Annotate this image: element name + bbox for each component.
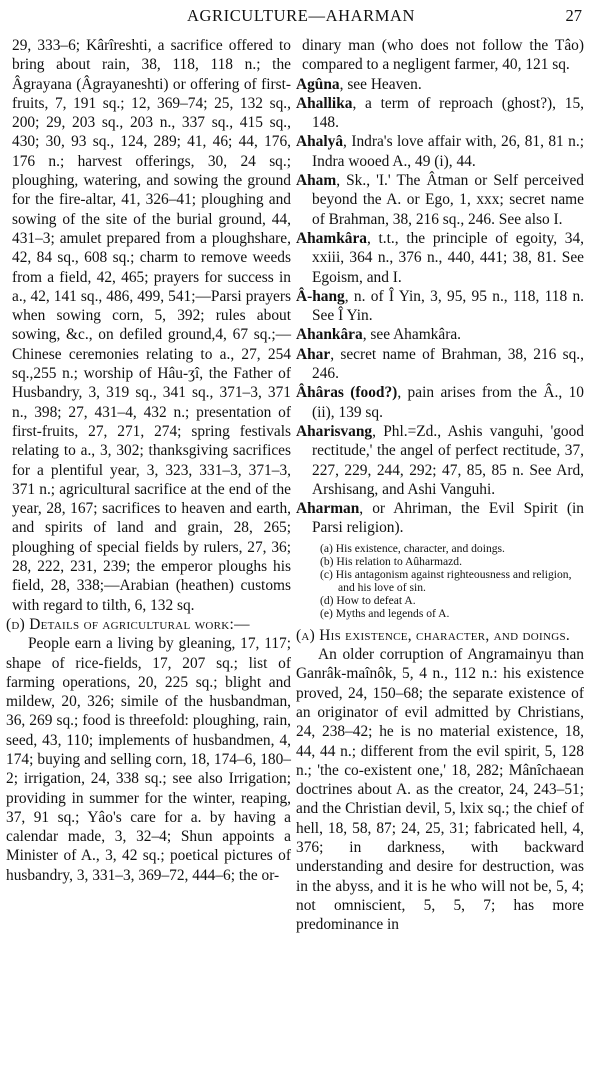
entry-aham: Aham, Sk., 'I.' The Âtman or Self perceived beyond the A. or Ego, 1, xxx; secret name of Brahman, 38, 216 sq., 246. See also I. — [296, 172, 584, 228]
subsection-heading-a: (a) His existence, character, and doings. — [296, 626, 571, 644]
entry-ahankara: Ahankâra, see Ahamkâra. — [296, 326, 462, 344]
entry-aharisvang: Aharisvang, Phl.=Zd., Ashis vanguhi, 'good rectitude,' the angel of perfect rectitude, 37, 227, 229, 244, 292; 47, 85, 85 n. See Ard, Arshisang, and Ashi Vanguhi. — [296, 422, 584, 498]
subdivision-c: (c) His antagonism against righteousness and religion, and his love of sin. — [320, 567, 572, 594]
entry-ahalya: Ahalyâ, Indra's love affair with, 26, 81, 81 n.; Indra wooed A., 49 (i), 44. — [296, 133, 584, 170]
entry-a-hang: Â-hang, n. of Î Yin, 3, 95, 95 n., 118, 118 n. See Î Yin. — [296, 287, 584, 325]
subdivision-d: (d) How to defeat A. — [320, 593, 416, 607]
running-title: AGRICULTURE—AHARMAN — [186, 6, 416, 25]
subsection-heading-d: (d) Details of agricultural work:— — [6, 615, 250, 633]
entry-continuation: dinary man (who does not follow the Tâo) compared to a negligent farmer, 40, 121 sq. — [302, 37, 584, 74]
entry-ahamkara: Ahamkâra, t.t., the principle of egoity, 34, xxiii, 364 n., 376 n., 440, 441; 38, 81. See Egoism, and I. — [296, 229, 584, 286]
entry-ahallika: Ahallika, a term of reproach (ghost?), 15, 148. — [296, 94, 584, 132]
page-number: 27 — [565, 6, 582, 25]
subdivision-a: (a) His existence, character, and doings. — [320, 541, 505, 555]
subdivision-e: (e) Myths and legends of A. — [320, 606, 450, 620]
entry-aguna: Agûna, see Heaven. — [296, 75, 422, 93]
subdivision-b: (b) His relation to Aûharmazd. — [320, 554, 462, 568]
running-head — [0, 4, 602, 30]
aharman-existence-paragraph: An older corruption of Angramainyu than Ganrâk-maînôk, 5, 4 n., 112 n.: his existence proved, 24, 150–68; the separate existence of an originator of evil admitted by Christians, 24, 238–42; he is no material existence, 18, 44, 44 n.; different from the evil spirit, 5, 128 n.; 'the co-existent one,' 18, 282; Mânîchaean doctrines about A. as the creator, 24, 243–51; and the Christian devil, 5, lxix sq.; the chief of hell, 18, 58, 87; 24, 25, 31; fabricated hell, 4, 376; in darkness, with backward understanding and desire for destruction, was in the abyss, and it is he who will not be, 5, 4; not omniscient, 5, 5, 7; has more predominance in — [296, 646, 584, 934]
entry-aharas: Âhâras (food?), pain arises from the Â., 10 (ii), 139 sq. — [296, 384, 584, 421]
entry-aharman: Aharman, or Ahriman, the Evil Spirit (in Parsi religion). — [296, 500, 584, 537]
entry-ahar: Ahar, secret name of Brahman, 38, 216 sq., 246. — [296, 345, 584, 383]
aharman-subdivisions — [320, 542, 584, 620]
agricultural-work-paragraph: People earn a living by gleaning, 17, 117; shape of rice-fields, 17, 207 sq.; list of farming operations, 20, 225 sq.; blight and mildew, 20, 326; simile of the husbandman, 36, 269 sq.; food is threefold: ploughing, rain, seed, 43, 110; implements of husbandmen, 4, 174; buying and selling corn, 18, 174–6, 180–2; irrigation, 24, 338 sq.; see also Irrigation; providing in summer for the winter, reaping, 37, 91 sq.; Yâo's care for a. by having a calendar made, 3, 32–4; Shun appoints a Minister of A., 3, 42 sq.; poetical pictures of husbandry, 3, 331–3, 369–72, 444–6; the or- — [6, 635, 291, 884]
right-column — [296, 36, 584, 934]
left-column — [6, 36, 291, 885]
agriculture-continuation: 29, 333–6; Kârîreshti, a sacrifice offered to bring about rain, 38, 118, 118 n.; the Âgrayana (Âgrayaneshti) or offering of first-fruits, 7, 191 sq.; 12, 369–74; 25, 132 sq., 200; 29, 203 sq., 203 n., 337 sq., 415 sq., 430; 30, 93 sq., 124, 289; 41, 46; 44, 176, 176 n.; harvest offerings, 30, 24 sq.; ploughing, watering, and sowing the ground for the fire-altar, 41, 326–41; ploughing and sowing of the site of the burial ground, 44, 431–3; amulet prepared from a ploughshare, 42, 84 sq., 608 sq.; charm to remove weeds from a field, 42, 465; prayers for success in a., 42, 141 sq., 486, 499, 541;—Parsi prayers when sowing corn, 5, 392; rules about sowing, &c., on defiled ground,4, 67 sq.;—Chinese ceremonies relating to a., 27, 254 sq.,255 n.; worship of Hâu-ʒî, the Father of Husbandry, 3, 319 sq., 341 sq., 371–3, 371 n., 398; 27, 431–4, 432 n.; presentation of first-fruits, 27, 271, 274; spring festivals relating to a., 3, 302; thanksgiving sacrifices for a plentiful year, 3, 323, 331–3, 371–3, 371 n.; agricultural sacrifice at the end of the year, 28, 167; sacrifices to heaven and earth, and spirits of land and grain, 28, 265; ploughing of special fields by rulers, 27, 36; 28, 222, 231, 239; the emperor ploughs his field, 28, 338;—Arabian (heathen) customs with regard to tilth, 6, 132 sq. — [12, 37, 291, 614]
